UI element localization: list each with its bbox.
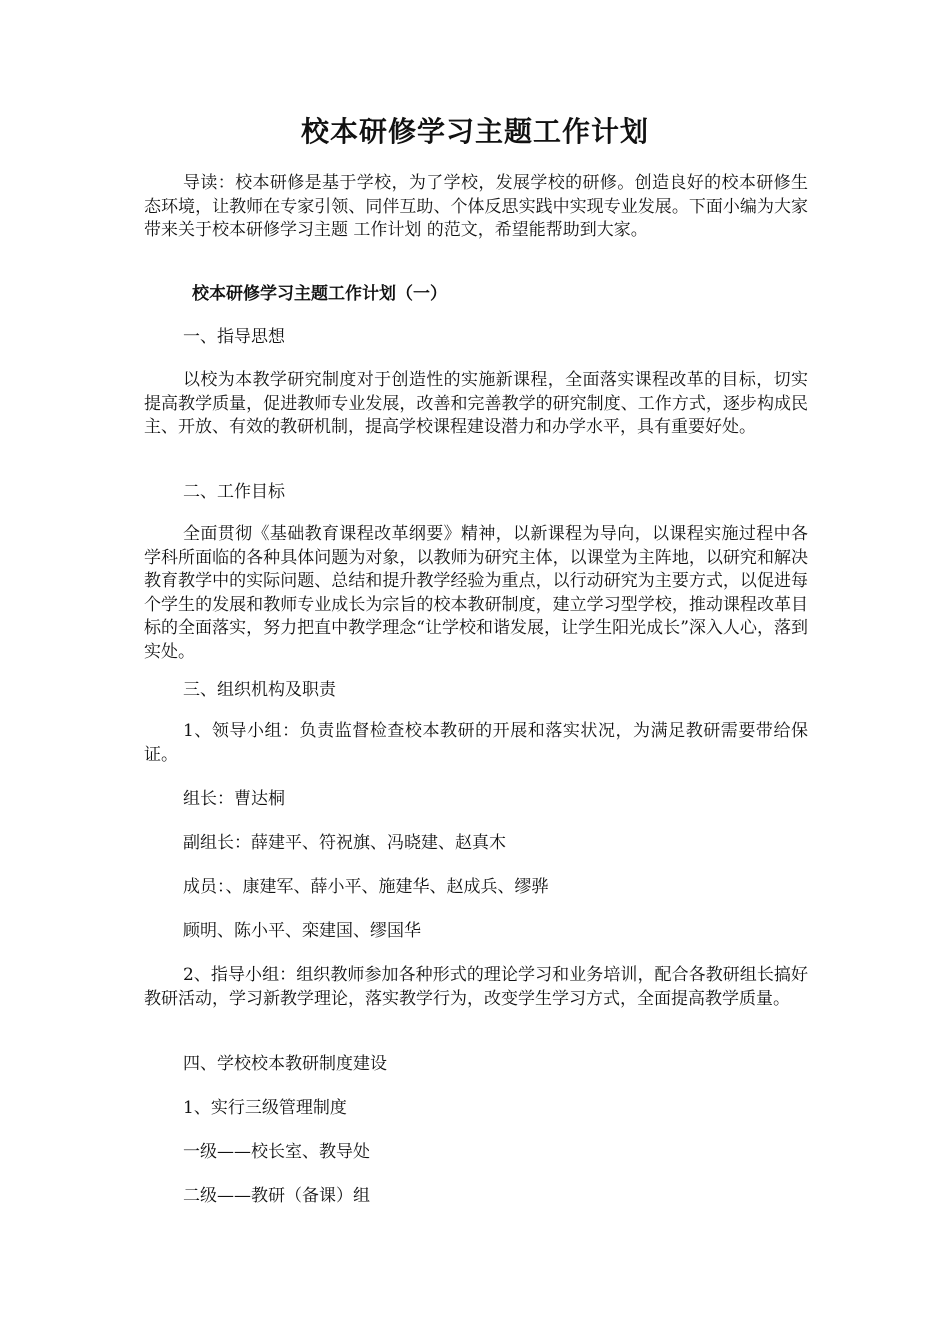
leader-line: 组长：曹达桐 (183, 789, 285, 809)
intro-paragraph: 导读：校本研修是基于学校，为了学校，发展学校的研修。创造良好的校本研修生态环境，让教师在专家引领、同伴互助、个体反思实践中实现专业发展。下面小编为大家带来关于校本研修学习主题 工作计划 的范文，希望能帮助到大家。 (144, 173, 808, 240)
paragraph-guidance-group: 2、指导小组：组织教师参加各种形式的理论学习和业务培训，配合各教研组长搞好教研活动，学习新教学理论，落实教学行为，改变学生学习方式，全面提高教学质量。 (144, 965, 808, 1009)
level-two-line: 二级——教研（备课）组 (183, 1186, 370, 1206)
paragraph-leading-group: 1、领导小组：负责监督检查校本教研的开展和落实状况，为满足教研需要带给保证。 (144, 721, 808, 765)
level-one-line: 一级——校长室、教导处 (183, 1142, 370, 1162)
heading-work-goals: 二、工作目标 (183, 482, 285, 502)
paragraph-work-goals: 全面贯彻《基础教育课程改革纲要》精神，以新课程为导向，以课程实施过程中各学科所面临的各种具体问题为对象，以教师为研究主体，以课堂为主阵地，以研究和解决教育教学中的实际问题、总结和提升教学经验为重点，以行动研究为主要方式，以促进每个学生的发展和教师专业成长为宗旨的校本教研制度，建立学习型学校，推动课程改革目标的全面落实，努力把直中教学理念“让学校和谐发展，让学生阳光成长”深入人心，落到实处。 (144, 524, 808, 662)
members-continued-line: 顾明、陈小平、栾建国、缪国华 (183, 921, 421, 941)
section-title: 校本研修学习主题工作计划（一） (192, 284, 447, 304)
sub-heading-three-level: 1、实行三级管理制度 (183, 1098, 347, 1118)
vice-leaders-line: 副组长：薛建平、符祝旗、冯晓建、赵真木 (183, 833, 506, 853)
document-title: 校本研修学习主题工作计划 (300, 115, 649, 148)
heading-guiding-ideology: 一、指导思想 (183, 327, 285, 347)
paragraph-guiding-ideology: 以校为本教学研究制度对于创造性的实施新课程，全面落实课程改革的目标，切实提高教学质量，促进教师专业发展，改善和完善教学的研究制度、工作方式，逐步构成民主、开放、有效的教研机制，提高学校课程建设潜力和办学水平，具有重要好处。 (144, 370, 808, 437)
members-line: 成员：、康建军、薛小平、施建华、赵成兵、缪骅 (183, 877, 549, 897)
heading-school-system: 四、学校校本教研制度建设 (183, 1054, 387, 1074)
heading-organization: 三、组织机构及职责 (183, 680, 336, 700)
